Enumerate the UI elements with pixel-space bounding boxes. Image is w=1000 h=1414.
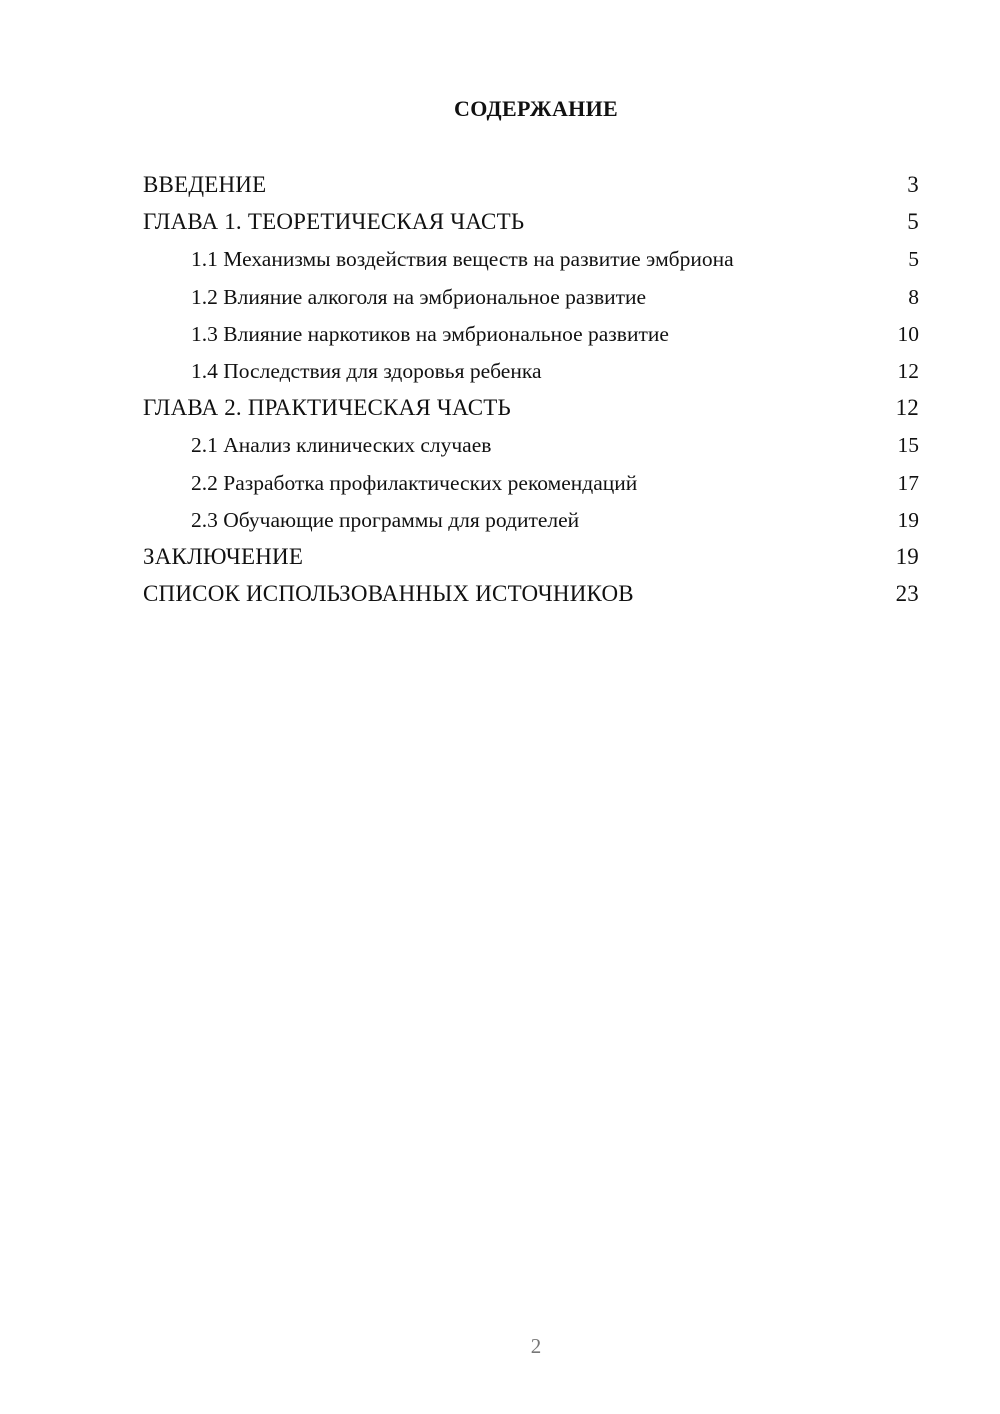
toc-entry-page: 12 bbox=[895, 395, 919, 421]
toc-entry-page: 19 bbox=[895, 543, 919, 569]
toc-entry-page: 8 bbox=[908, 284, 919, 309]
toc-entry-page: 17 bbox=[897, 470, 919, 495]
toc-entry-label: ВВЕДЕНИЕ bbox=[143, 172, 267, 197]
toc-entry-page: 23 bbox=[895, 581, 919, 607]
toc-entry-section-2-1[interactable] bbox=[143, 428, 919, 465]
toc-entry-section-1-2[interactable] bbox=[143, 280, 919, 317]
toc-entry-chapter-2[interactable] bbox=[143, 391, 919, 428]
toc-entry-label: 1.4 Последствия для здоровья ребенка bbox=[191, 358, 542, 383]
toc-entry-label: 1.3 Влияние наркотиков на эмбриональное развитие bbox=[191, 321, 669, 346]
toc-entry-label: СПИСОК ИСПОЛЬЗОВАННЫХ ИСТОЧНИКОВ bbox=[143, 581, 634, 607]
toc-entry-section-2-3[interactable] bbox=[143, 503, 919, 540]
toc-entry-label: ЗАКЛЮЧЕНИЕ bbox=[143, 543, 304, 569]
toc-entry-introduction[interactable] bbox=[143, 168, 919, 205]
toc-entry-label: ГЛАВА 1. ТЕОРЕТИЧЕСКАЯ ЧАСТЬ bbox=[143, 209, 525, 235]
toc-entry-section-1-1[interactable] bbox=[143, 242, 919, 279]
toc-entry-page: 12 bbox=[897, 358, 919, 383]
toc-entry-page: 15 bbox=[897, 433, 919, 458]
toc-entry-section-1-4[interactable] bbox=[143, 354, 919, 391]
toc-entry-chapter-1[interactable] bbox=[143, 205, 919, 242]
table-of-contents bbox=[143, 168, 919, 614]
toc-entry-conclusion[interactable] bbox=[143, 540, 919, 577]
toc-entry-references[interactable] bbox=[143, 577, 919, 614]
toc-title: СОДЕРЖАНИЕ bbox=[454, 96, 618, 121]
toc-entry-section-1-3[interactable] bbox=[143, 317, 919, 354]
toc-entry-page: 3 bbox=[907, 172, 919, 197]
toc-entry-page: 5 bbox=[908, 247, 919, 272]
toc-entry-label: ГЛАВА 2. ПРАКТИЧЕСКАЯ ЧАСТЬ bbox=[143, 395, 511, 421]
toc-entry-page: 10 bbox=[897, 321, 919, 346]
toc-entry-label: 2.2 Разработка профилактических рекомендаций bbox=[191, 470, 638, 495]
toc-entry-page: 19 bbox=[897, 507, 919, 532]
page-number: 2 bbox=[530, 1334, 542, 1358]
toc-entry-label: 1.1 Механизмы воздействия веществ на развитие эмбриона bbox=[191, 247, 734, 272]
toc-entry-page: 5 bbox=[907, 209, 919, 235]
toc-entry-label: 2.3 Обучающие программы для родителей bbox=[191, 507, 580, 532]
toc-entry-label: 1.2 Влияние алкоголя на эмбриональное развитие bbox=[191, 284, 647, 309]
toc-entry-label: 2.1 Анализ клинических случаев bbox=[191, 433, 492, 458]
toc-entry-section-2-2[interactable] bbox=[143, 466, 919, 503]
